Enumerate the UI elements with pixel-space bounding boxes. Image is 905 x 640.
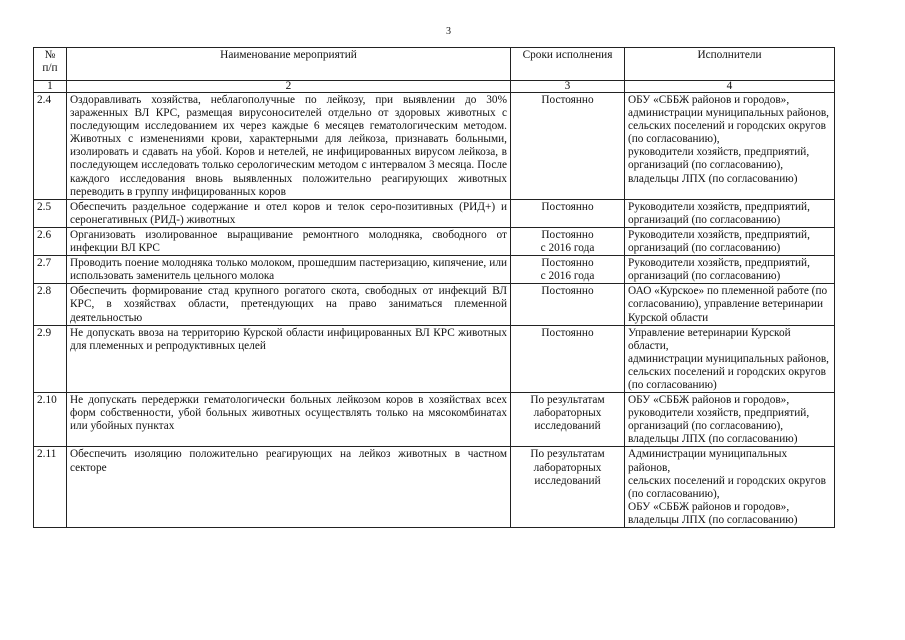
row-number: 2.4 xyxy=(34,93,67,200)
executor-line: организаций (по согласованию), xyxy=(628,420,784,433)
row-number: 2.11 xyxy=(34,447,67,528)
executor-line: руководители хозяйств, предприятий, xyxy=(628,407,810,420)
term-line: Постоянно xyxy=(541,326,594,339)
term-cell xyxy=(511,93,625,200)
term-cell xyxy=(511,284,625,325)
table-row xyxy=(34,393,835,447)
executors-cell xyxy=(625,227,835,255)
executor-line: (по согласованию) xyxy=(628,378,717,391)
measure-text: Проводить поение молодняка только молоком, прошедшим пастеризацию, кипячение, или использовать заменитель цельного молока xyxy=(67,256,511,284)
executor-line: владельцы ЛПХ (по согласованию) xyxy=(628,172,798,185)
executor-line: руководители хозяйств, предприятий, xyxy=(628,146,810,159)
measures-table xyxy=(33,47,835,528)
term-line: По результатам xyxy=(530,448,605,461)
row-number: 2.6 xyxy=(34,227,67,255)
executor-line: Руководители хозяйств, предприятий, xyxy=(628,228,810,241)
executor-line: владельцы ЛПХ (по согласованию) xyxy=(628,433,798,446)
executor-line: Курской области xyxy=(628,311,709,324)
executors-cell xyxy=(625,256,835,284)
column-number: 4 xyxy=(625,81,835,93)
executor-line: организаций (по согласованию) xyxy=(628,270,781,283)
row-number: 2.10 xyxy=(34,393,67,447)
executors-cell xyxy=(625,199,835,227)
term-line: лабораторных xyxy=(533,461,602,474)
header-number-line: п/п xyxy=(42,62,58,75)
measure-text: Оздоравливать хозяйства, неблагополучные по лейкозу, при выявлении до 30% зараженных ВЛ КРС, размещая вирусоносителей отдельно от здоровых животных с последующим исследованием их через каждые 6 месяцев гематологическим методом. Животных с изменениями крови, характерными для лейкоза, признавать больными, изолировать и сдавать на убой. Коров и нетелей, не инфицированных вирусом лейкоза, в последующем исследовать только серологическим методом с интервалом 3 месяца. После каждого исследования вновь выявленных положительно реагирующих животных переводить в группу инфицированных коров xyxy=(67,93,511,200)
term-cell xyxy=(511,325,625,392)
table-row xyxy=(34,227,835,255)
executor-line: Администрации муниципальных районов, xyxy=(628,448,788,474)
executor-line: ОБУ «СББЖ районов и городов», xyxy=(628,500,790,513)
executor-line: сельских поселений и городских округов xyxy=(628,365,826,378)
executor-line: организаций (по согласованию), xyxy=(628,159,784,172)
table-header-row xyxy=(34,48,835,81)
column-number: 3 xyxy=(511,81,625,93)
executor-line: владельцы ЛПХ (по согласованию) xyxy=(628,513,798,526)
term-cell xyxy=(511,227,625,255)
executor-line: администрации муниципальных районов, xyxy=(628,352,830,365)
executor-line: (по согласованию), xyxy=(628,487,720,500)
executors-cell xyxy=(625,393,835,447)
term-line: Постоянно xyxy=(541,94,594,106)
header-name: Наименование мероприятий xyxy=(67,48,511,81)
measure-text: Обеспечить изоляцию положительно реагирующих на лейкоз животных в частном секторе xyxy=(67,447,511,528)
term-line: лабораторных xyxy=(533,407,602,420)
executors-cell xyxy=(625,447,835,528)
term-cell xyxy=(511,447,625,528)
executors-cell xyxy=(625,93,835,200)
term-line: Постоянно xyxy=(541,285,594,298)
measure-text: Обеспечить раздельное содержание и отел коров и телок серо-позитивных (РИД+) и серонегативных (РИД-) животных xyxy=(67,199,511,227)
executor-line: Руководители хозяйств, предприятий, xyxy=(628,257,810,270)
column-numbers-row xyxy=(34,81,835,93)
executor-line: согласованию), управление ветеринарии xyxy=(628,298,824,311)
executor-line: организаций (по согласованию) xyxy=(628,213,781,226)
executor-line: (по согласованию), xyxy=(628,133,720,146)
executor-line: Руководители хозяйств, предприятий, xyxy=(628,200,810,213)
table-row xyxy=(34,199,835,227)
term-line: По результатам xyxy=(530,394,605,407)
executor-line: сельских поселений и городских округов xyxy=(628,474,826,487)
table-row xyxy=(34,93,835,200)
executor-line: сельских поселений и городских округов xyxy=(628,120,826,133)
executors-cell xyxy=(625,284,835,325)
row-number: 2.7 xyxy=(34,256,67,284)
measure-text: Не допускать передержки гематологически больных лейкозом коров в хозяйствах всех форм собственности, убой больных животных осуществлять только на мясокомбинатах или убойных пунктах xyxy=(67,393,511,447)
table-row xyxy=(34,284,835,325)
column-number: 1 xyxy=(34,81,67,93)
term-cell xyxy=(511,393,625,447)
executor-line: ОАО «Курское» по племенной работе (по xyxy=(628,285,828,298)
header-term: Сроки исполнения xyxy=(511,48,625,81)
term-line: исследований xyxy=(534,474,601,487)
term-line: с 2016 года xyxy=(540,270,595,283)
executor-line: администрации муниципальных районов, xyxy=(628,107,830,120)
header-executors: Исполнители xyxy=(625,48,835,81)
table-row xyxy=(34,325,835,392)
term-line: Постоянно xyxy=(541,228,594,241)
row-number: 2.9 xyxy=(34,325,67,392)
term-line: Постоянно xyxy=(541,257,594,270)
term-cell xyxy=(511,199,625,227)
measure-text: Не допускать ввоза на территорию Курской области инфицированных ВЛ КРС животных для племенных и репродуктивных целей xyxy=(67,325,511,392)
executor-line: организаций (по согласованию) xyxy=(628,242,781,255)
executors-cell xyxy=(625,325,835,392)
term-line: Постоянно xyxy=(541,200,594,213)
term-line: с 2016 года xyxy=(540,242,595,255)
page-number: 3 xyxy=(446,26,451,37)
measure-text: Организовать изолированное выращивание ремонтного молодняка, свободного от инфекции ВЛ КРС xyxy=(67,227,511,255)
table-row xyxy=(34,256,835,284)
column-number: 2 xyxy=(67,81,511,93)
header-number-line: № xyxy=(44,49,56,61)
executor-line: Управление ветеринарии Курской области, xyxy=(628,326,791,352)
table-row xyxy=(34,447,835,528)
row-number: 2.5 xyxy=(34,199,67,227)
header-number xyxy=(34,48,67,81)
term-cell xyxy=(511,256,625,284)
term-line: исследований xyxy=(534,420,601,433)
row-number: 2.8 xyxy=(34,284,67,325)
executor-line: ОБУ «СББЖ районов и городов», xyxy=(628,394,790,407)
measure-text: Обеспечить формирование стад крупного рогатого скота, свободных от инфекций ВЛ КРС, в хозяйствах области, претендующих на право заниматься племенной деятельностью xyxy=(67,284,511,325)
executor-line: ОБУ «СББЖ районов и городов», xyxy=(628,94,790,106)
